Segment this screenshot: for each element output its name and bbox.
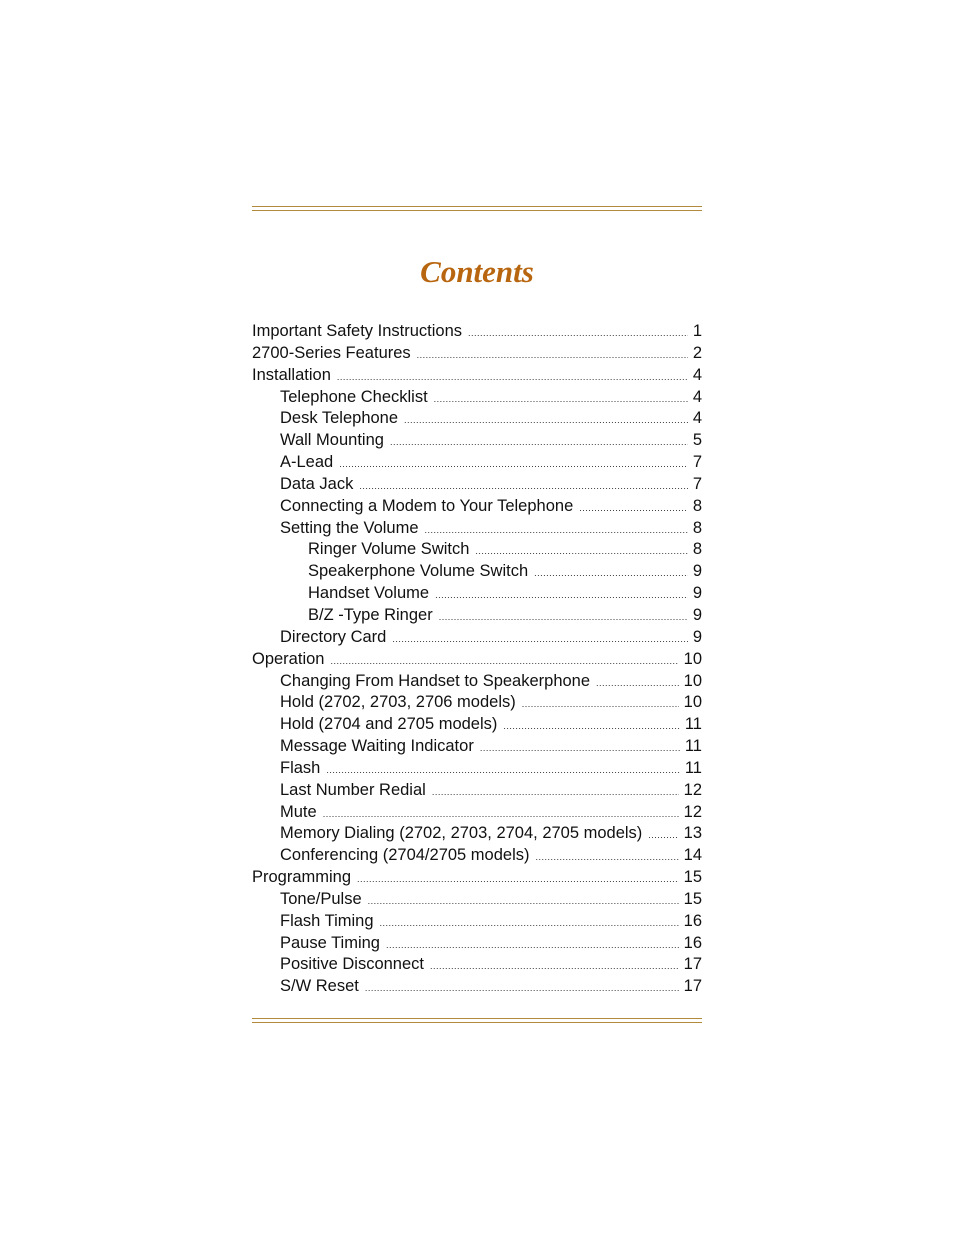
toc-entry-page-number: 15 bbox=[683, 889, 702, 908]
toc-entry-label: 2700-Series Features bbox=[252, 343, 411, 362]
toc-entry-label: Speakerphone Volume Switch bbox=[308, 562, 529, 581]
toc-entry-label: Directory Card bbox=[280, 627, 387, 646]
dot-leader bbox=[430, 956, 679, 978]
dot-leader bbox=[480, 738, 680, 760]
toc-entry-label: S/W Reset bbox=[280, 977, 359, 996]
toc-entry-label: Last Number Redial bbox=[280, 780, 426, 799]
toc-entry[interactable] bbox=[252, 583, 702, 605]
top-divider bbox=[252, 206, 702, 212]
toc-entry[interactable] bbox=[252, 474, 702, 496]
dot-leader bbox=[368, 891, 679, 913]
toc-entry-page-number: 16 bbox=[683, 911, 702, 930]
toc-entry[interactable] bbox=[252, 889, 702, 911]
dot-leader bbox=[365, 978, 679, 1000]
toc-entry-page-number: 9 bbox=[692, 605, 702, 624]
toc-entry-page-number: 1 bbox=[692, 322, 702, 340]
toc-entry-page-number: 12 bbox=[683, 780, 702, 799]
toc-entry-page-number: 8 bbox=[692, 496, 702, 515]
toc-entry-page-number: 16 bbox=[683, 933, 702, 952]
toc-entry-page-number: 2 bbox=[692, 343, 702, 362]
toc-entry[interactable] bbox=[252, 802, 702, 824]
dot-leader bbox=[648, 825, 678, 847]
toc-entry-label: Flash Timing bbox=[280, 911, 374, 930]
dot-leader bbox=[503, 716, 679, 738]
toc-entry-page-number: 9 bbox=[692, 562, 702, 581]
toc-entry[interactable] bbox=[252, 539, 702, 561]
toc-entry-page-number: 13 bbox=[683, 824, 702, 843]
toc-entry-label: Installation bbox=[252, 365, 331, 384]
dot-leader bbox=[359, 476, 687, 498]
dot-leader bbox=[337, 367, 688, 389]
toc-entry-label: A-Lead bbox=[280, 453, 334, 472]
toc-entry-page-number: 7 bbox=[692, 453, 702, 472]
toc-entry[interactable] bbox=[252, 627, 702, 649]
toc-entry[interactable] bbox=[252, 758, 702, 780]
toc-entry[interactable] bbox=[252, 933, 702, 955]
toc-entry[interactable] bbox=[252, 649, 702, 671]
toc-entry-label: Positive Disconnect bbox=[280, 955, 424, 974]
toc-entry-page-number: 9 bbox=[692, 627, 702, 646]
toc-entry[interactable] bbox=[252, 430, 702, 452]
toc-entry[interactable] bbox=[252, 561, 702, 583]
toc-entry-page-number: 7 bbox=[692, 474, 702, 493]
toc-entry-page-number: 8 bbox=[692, 518, 702, 537]
toc-entry-label: Tone/Pulse bbox=[280, 889, 362, 908]
toc-entry[interactable] bbox=[252, 605, 702, 627]
toc-entry[interactable] bbox=[252, 321, 702, 343]
dot-leader bbox=[439, 607, 688, 629]
toc-entry[interactable] bbox=[252, 911, 702, 933]
toc-entry[interactable] bbox=[252, 845, 702, 867]
dot-leader bbox=[434, 389, 688, 411]
dot-leader bbox=[468, 323, 688, 345]
dot-leader bbox=[475, 541, 687, 563]
toc-entry[interactable] bbox=[252, 387, 702, 409]
toc-entry-page-number: 17 bbox=[683, 955, 702, 974]
dot-leader bbox=[579, 498, 688, 520]
toc-entry-page-number: 11 bbox=[684, 715, 702, 734]
toc-entry[interactable] bbox=[252, 692, 702, 714]
page-title: Contents bbox=[420, 254, 534, 289]
dot-leader bbox=[339, 454, 688, 476]
dot-leader bbox=[417, 345, 688, 367]
toc-entry-label: Handset Volume bbox=[308, 584, 430, 603]
toc-entry[interactable] bbox=[252, 736, 702, 758]
toc-entry-label: Memory Dialing (2702, 2703, 2704, 2705 models) bbox=[280, 824, 643, 843]
toc-entry-page-number: 4 bbox=[692, 365, 702, 384]
dot-leader bbox=[390, 432, 688, 454]
bottom-divider bbox=[252, 1018, 702, 1024]
toc-entry-label: Programming bbox=[252, 868, 352, 887]
dot-leader bbox=[432, 782, 679, 804]
toc-entry-page-number: 8 bbox=[692, 540, 702, 559]
toc-entry-page-number: 12 bbox=[683, 802, 702, 821]
dot-leader bbox=[536, 847, 679, 869]
toc-entry-page-number: 15 bbox=[683, 868, 702, 887]
toc-entry-label: Connecting a Modem to Your Telephone bbox=[280, 496, 574, 515]
toc-entry-label: Flash bbox=[280, 758, 321, 777]
toc-entry-page-number: 10 bbox=[683, 649, 702, 668]
toc-entry[interactable] bbox=[252, 365, 702, 387]
toc-entry-page-number: 14 bbox=[683, 846, 702, 865]
dot-leader bbox=[534, 563, 688, 585]
toc-entry-label: B/Z -Type Ringer bbox=[308, 605, 433, 624]
toc-entry[interactable] bbox=[252, 954, 702, 976]
toc-entry-page-number: 17 bbox=[683, 977, 702, 996]
toc-entry[interactable] bbox=[252, 518, 702, 540]
toc-entry[interactable] bbox=[252, 343, 702, 365]
dot-leader bbox=[392, 629, 687, 651]
toc-entry[interactable] bbox=[252, 408, 702, 430]
toc-entry[interactable] bbox=[252, 452, 702, 474]
table-of-contents bbox=[252, 321, 702, 998]
dot-leader bbox=[404, 410, 688, 432]
toc-entry[interactable] bbox=[252, 714, 702, 736]
toc-entry[interactable] bbox=[252, 867, 702, 889]
dot-leader bbox=[330, 651, 678, 673]
toc-entry-label: Pause Timing bbox=[280, 933, 380, 952]
toc-entry-label: Hold (2702, 2703, 2706 models) bbox=[280, 693, 516, 712]
dot-leader bbox=[380, 913, 679, 935]
dot-leader bbox=[357, 869, 679, 891]
dot-leader bbox=[323, 804, 679, 826]
toc-entry[interactable] bbox=[252, 976, 702, 998]
toc-entry-label: Mute bbox=[280, 802, 317, 821]
toc-entry-label: Telephone Checklist bbox=[280, 387, 428, 406]
toc-entry-page-number: 11 bbox=[684, 758, 702, 777]
toc-entry-label: Changing From Handset to Speakerphone bbox=[280, 671, 591, 690]
toc-entry[interactable] bbox=[252, 671, 702, 693]
toc-entry-label: Desk Telephone bbox=[280, 409, 399, 428]
toc-entry-label: Message Waiting Indicator bbox=[280, 737, 474, 756]
dot-leader bbox=[386, 935, 679, 957]
toc-entry-label: Ringer Volume Switch bbox=[308, 540, 470, 559]
toc-entry-page-number: 4 bbox=[692, 387, 702, 406]
dot-leader bbox=[326, 760, 680, 782]
toc-entry-label: Conferencing (2704/2705 models) bbox=[280, 846, 530, 865]
toc-entry-page-number: 10 bbox=[683, 693, 702, 712]
toc-entry-label: Operation bbox=[252, 649, 325, 668]
dot-leader bbox=[596, 673, 679, 695]
dot-leader bbox=[522, 694, 679, 716]
toc-entry-label: Data Jack bbox=[280, 474, 354, 493]
toc-entry[interactable] bbox=[252, 823, 702, 845]
toc-entry-page-number: 9 bbox=[692, 584, 702, 603]
toc-entry-label: Setting the Volume bbox=[280, 518, 419, 537]
toc-entry-page-number: 4 bbox=[692, 409, 702, 428]
dot-leader bbox=[435, 585, 688, 607]
toc-entry-label: Important Safety Instructions bbox=[252, 322, 463, 340]
toc-entry-page-number: 10 bbox=[683, 671, 702, 690]
toc-entry[interactable] bbox=[252, 496, 702, 518]
toc-entry-label: Wall Mounting bbox=[280, 431, 384, 450]
toc-entry-page-number: 11 bbox=[684, 737, 702, 756]
dot-leader bbox=[425, 520, 688, 542]
toc-entry-page-number: 5 bbox=[692, 431, 702, 450]
toc-entry-label: Hold (2704 and 2705 models) bbox=[280, 715, 498, 734]
toc-entry[interactable] bbox=[252, 780, 702, 802]
